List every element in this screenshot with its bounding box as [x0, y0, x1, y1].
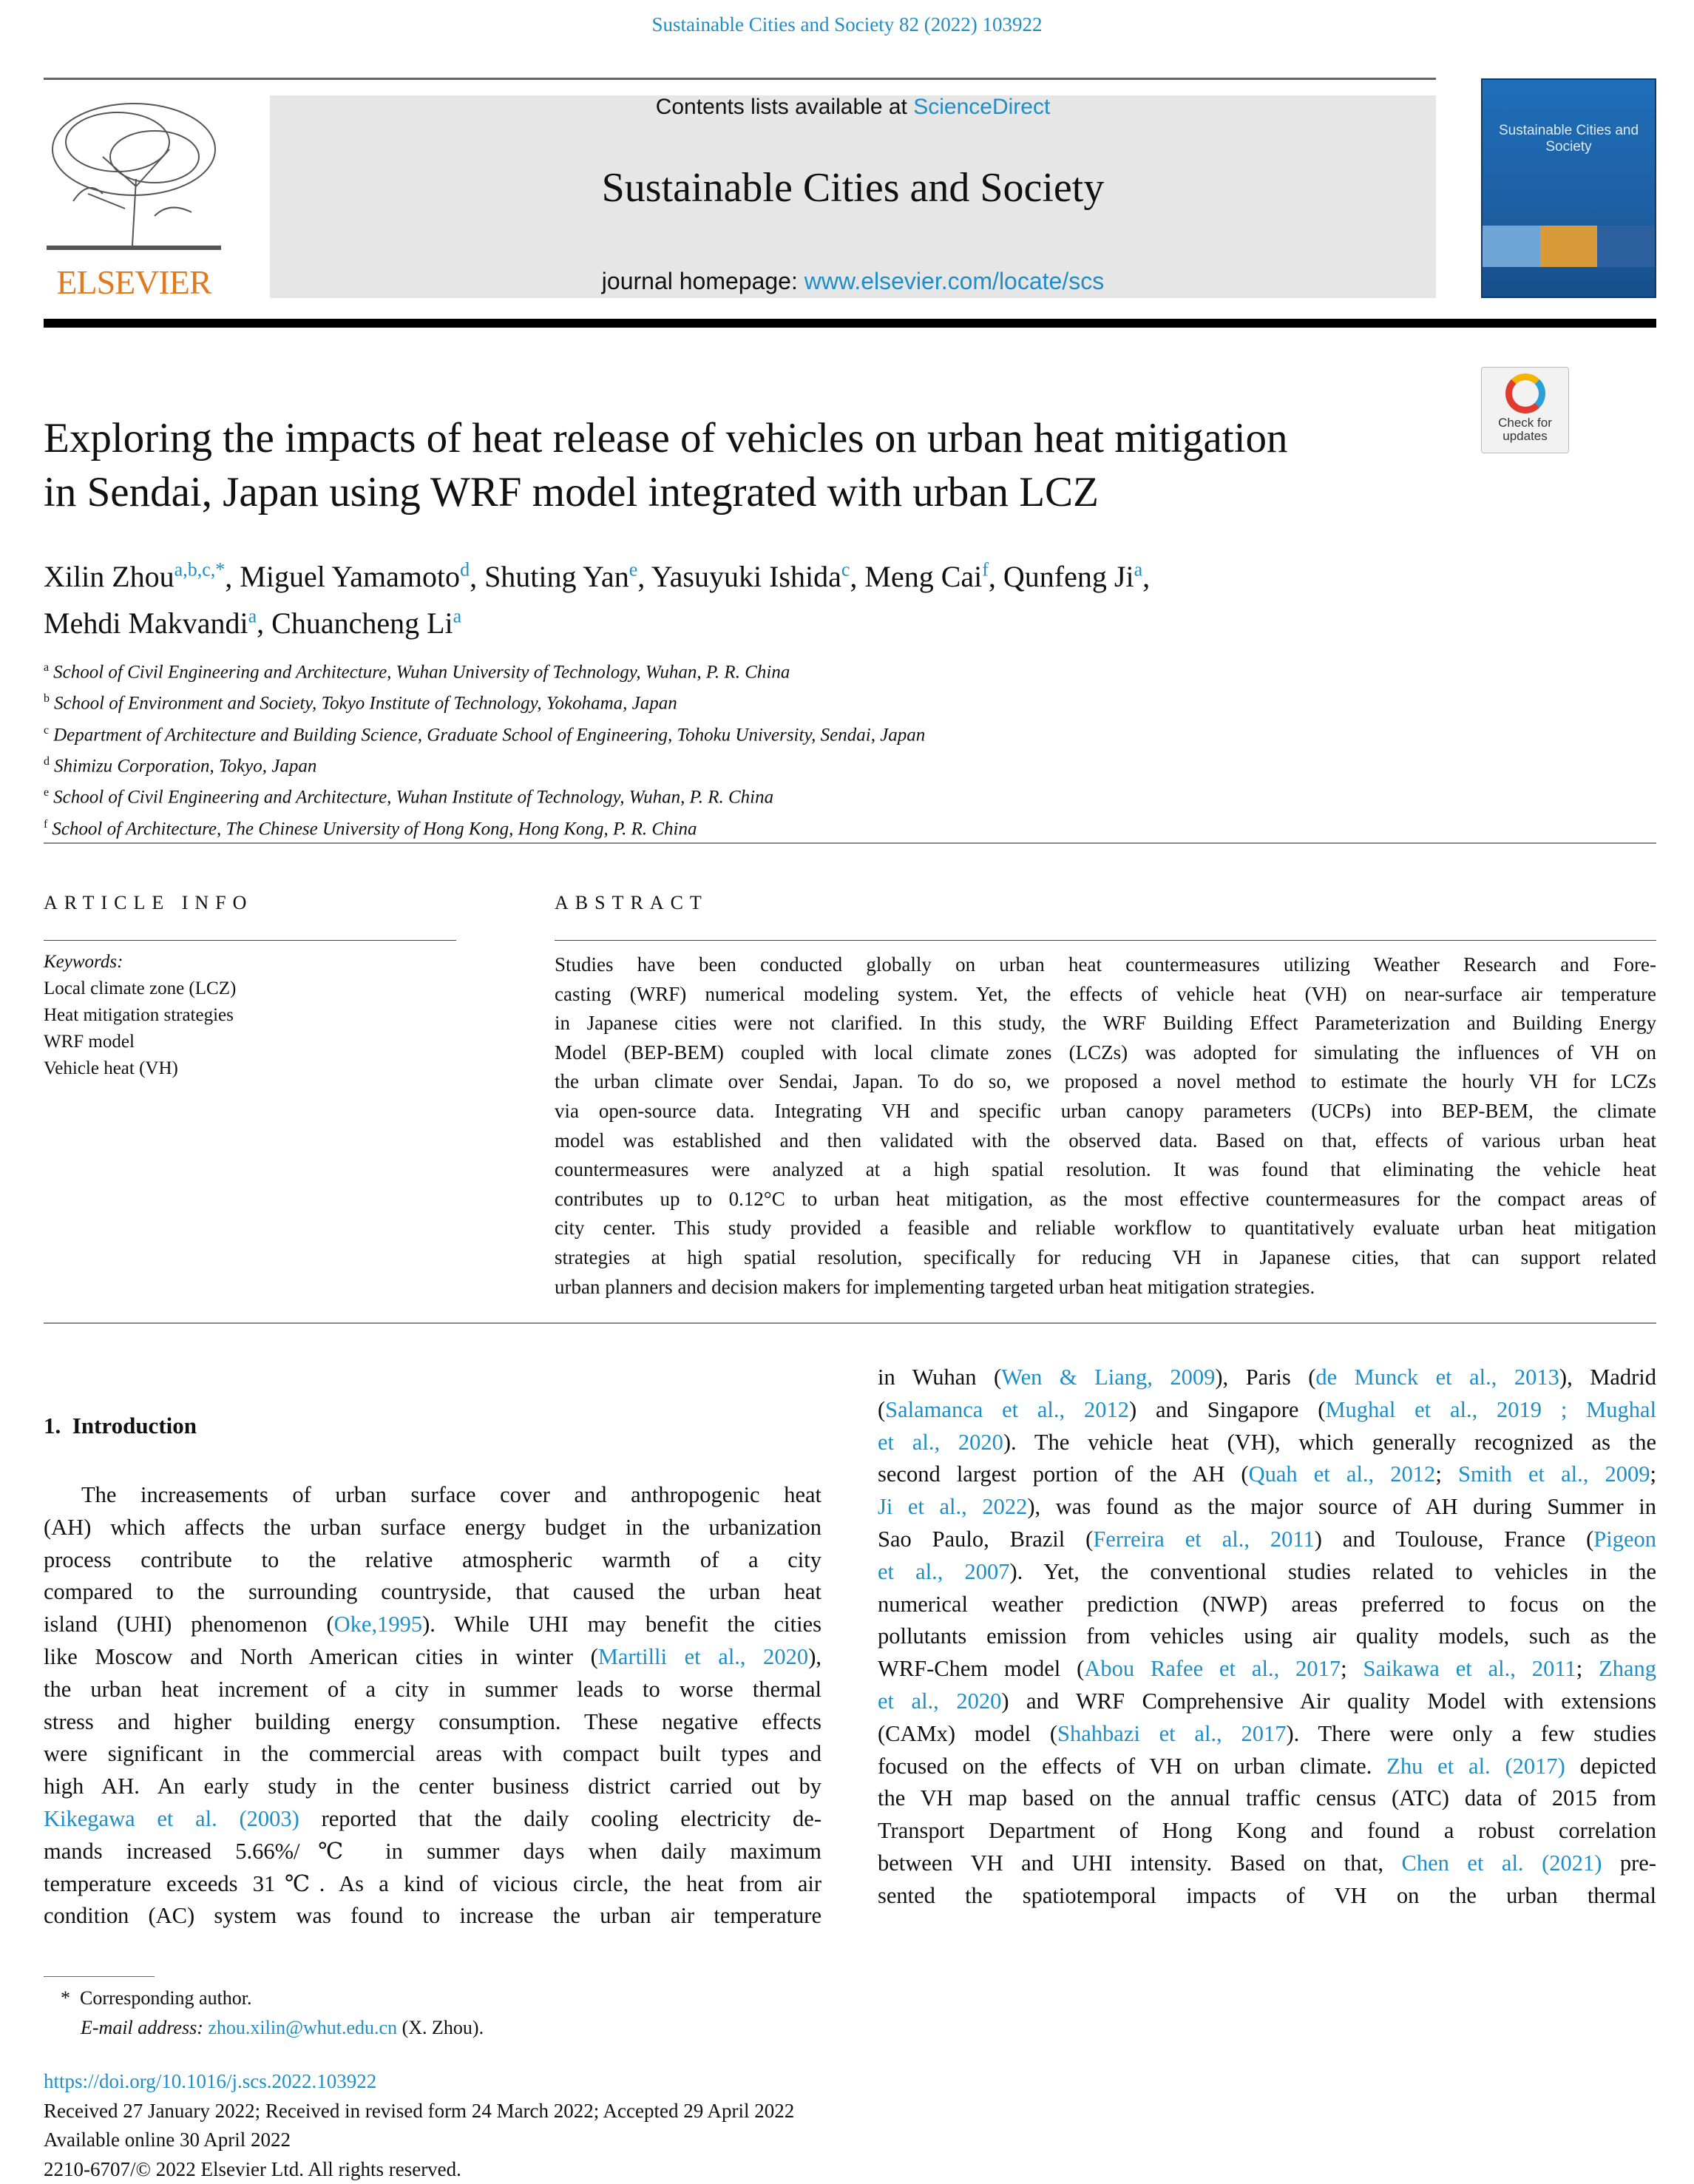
- journal-title: Sustainable Cities and Society: [270, 164, 1436, 212]
- author-name[interactable]: Mehdi Makvandi: [44, 606, 248, 640]
- header-thick-rule: [44, 319, 1656, 328]
- author[interactable]: [651, 560, 850, 593]
- citation-link[interactable]: et al., 2007: [878, 1559, 1010, 1584]
- article-footer: [44, 2067, 794, 2184]
- text-segment: focused on the effects of VH on urban climate.: [878, 1754, 1386, 1779]
- text-line: [44, 1479, 821, 1512]
- text-segment: reported that the daily cooling electricity de-: [299, 1806, 821, 1831]
- text-segment: island (UHI) phenomenon (: [44, 1612, 334, 1637]
- text-segment: high AH. An early study in the center business district carried out by: [44, 1774, 821, 1799]
- text-segment: ), was found as the major source of AH during Summer in: [1027, 1494, 1656, 1519]
- journal-reference[interactable]: [0, 13, 1694, 36]
- introduction-heading: 1. Introduction: [44, 1413, 197, 1439]
- affiliation: [44, 748, 1449, 780]
- citation-link[interactable]: Abou Rafee et al., 2017: [1084, 1656, 1341, 1681]
- intro-left-column: [44, 1479, 821, 1933]
- keyword: Vehicle heat (VH): [44, 1055, 458, 1082]
- text-line: [44, 1706, 821, 1739]
- text-segment: The increasements of urban surface cover and anthropogenic heat: [81, 1482, 821, 1507]
- text-segment: like Moscow and North American cities in winter (: [44, 1644, 598, 1669]
- affiliation: [44, 811, 1449, 842]
- text-segment: ), Paris (: [1215, 1365, 1315, 1390]
- received-dates: Received 27 January 2022; Received in revised form 24 March 2022; Accepted 29 April 2022: [44, 2097, 794, 2126]
- intro-right-column: [878, 1362, 1656, 1913]
- footnote-rule: [44, 1976, 155, 1977]
- abstract-rule: [555, 940, 1656, 941]
- text-segment: ). Yet, the conventional studies related to vehicles in the: [1010, 1559, 1656, 1584]
- text-segment: Sao Paulo, Brazil (: [878, 1527, 1093, 1552]
- text-line: [44, 1512, 821, 1544]
- text-segment: sented the spatiotemporal impacts of VH on the urban thermal: [878, 1883, 1656, 1908]
- text-line: [44, 1836, 821, 1868]
- corresponding-author: Corresponding author.: [80, 1987, 252, 2009]
- citation-link[interactable]: Saikawa et al., 2011: [1363, 1656, 1576, 1681]
- text-line: [878, 1653, 1656, 1686]
- text-line: [878, 1620, 1656, 1653]
- affiliation-text: Shimizu Corporation, Tokyo, Japan: [54, 756, 316, 776]
- citation-link[interactable]: Ji et al., 2022: [878, 1494, 1027, 1519]
- author[interactable]: [271, 606, 461, 640]
- abstract-line: casting (WRF) numerical modeling system. Yet, the effects of vehicle heat (VH) on near-surface air temperature: [555, 980, 1656, 1010]
- citation-link[interactable]: Oke,1995: [334, 1612, 422, 1637]
- author-name[interactable]: Meng Cai: [864, 560, 982, 593]
- affiliation-text: School of Architecture, The Chinese University of Hong Kong, Hong Kong, P. R. China: [52, 819, 697, 839]
- citation-link[interactable]: Chen et al. (2021): [1402, 1850, 1602, 1876]
- text-line: [878, 1427, 1656, 1459]
- available-online: Available online 30 April 2022: [44, 2126, 794, 2155]
- text-line: [44, 1868, 821, 1901]
- text-line: [878, 1751, 1656, 1783]
- text-segment: (: [878, 1397, 885, 1422]
- citation-link[interactable]: Zhang: [1599, 1656, 1656, 1681]
- text-segment: numerical weather prediction (NWP) areas preferred to focus on the: [878, 1592, 1656, 1617]
- abstract-line: city center. This study provided a feasible and reliable workflow to quantitatively evaluate urban heat mitigation: [555, 1214, 1656, 1243]
- text-segment: ;: [1650, 1461, 1656, 1487]
- affiliation-text: Department of Architecture and Building Science, Graduate School of Engineering, Tohoku University, Sendai, Japan: [53, 725, 925, 745]
- text-line: [878, 1880, 1656, 1913]
- text-segment: depicted: [1565, 1754, 1656, 1779]
- text-line: [878, 1589, 1656, 1621]
- elsevier-tree-icon: [44, 98, 224, 253]
- text-line: [44, 1609, 821, 1641]
- text-line: [878, 1458, 1656, 1491]
- author-name[interactable]: Yasuyuki Ishida: [651, 560, 841, 593]
- author-separator: ,: [850, 560, 864, 593]
- abstract-line: in Japanese cities were not clarified. In this study, the WRF Building Effect Parameterization and Building Energy: [555, 1009, 1656, 1038]
- abstract-line: urban planners and decision makers for implementing targeted urban heat mitigation strategies.: [555, 1273, 1656, 1302]
- title-line: in Sendai, Japan using WRF model integrated with urban LCZ: [44, 465, 1478, 519]
- author-line: [44, 550, 1478, 596]
- doi-link[interactable]: https://doi.org/10.1016/j.scs.2022.103922: [44, 2070, 376, 2092]
- text-line: [878, 1394, 1656, 1427]
- affiliation-key: e: [44, 786, 49, 799]
- author-affiliation-marker[interactable]: a,b,c,*: [175, 559, 226, 581]
- text-line: [878, 1718, 1656, 1751]
- text-segment: ). While UHI may benefit the cities: [422, 1612, 821, 1637]
- text-segment: mands increased 5.66%/℃ in summer days when daily maximum: [44, 1839, 821, 1864]
- abstract-line: countermeasures were analyzed at a high spatial resolution. It was found that eliminating the vehicle heat: [555, 1155, 1656, 1185]
- author[interactable]: [1003, 560, 1142, 593]
- author[interactable]: [484, 560, 637, 593]
- abstract-line: contributes up to 0.12°C to urban heat mitigation, as the most effective countermeasures for the compact areas of: [555, 1185, 1656, 1214]
- text-line: [878, 1815, 1656, 1847]
- journal-cover[interactable]: [1481, 78, 1656, 298]
- text-line: [878, 1847, 1656, 1880]
- author-name[interactable]: Shuting Yan: [484, 560, 629, 593]
- text-segment: stress and higher building energy consumption. These negative effects: [44, 1709, 821, 1734]
- text-line: [878, 1524, 1656, 1556]
- affiliation-text: School of Civil Engineering and Architecture, Wuhan Institute of Technology, Wuhan, P. R. China: [53, 788, 773, 808]
- text-segment: condition (AC) system was found to increase the urban air temperature: [44, 1903, 821, 1928]
- citation-link[interactable]: de Munck et al., 2013: [1315, 1365, 1559, 1390]
- text-line: [44, 1803, 821, 1836]
- author-name[interactable]: Miguel Yamamoto: [240, 560, 460, 593]
- citation-link[interactable]: Wen & Liang, 2009: [1001, 1365, 1215, 1390]
- text-line: [44, 1771, 821, 1803]
- journal-reference-link[interactable]: Sustainable Cities and Society 82 (2022) 103922: [652, 13, 1043, 36]
- abstract-line: via open-source data. Integrating VH and specific urban canopy parameters (UCPs) into BEP-BEM, the climate: [555, 1097, 1656, 1126]
- text-line: [44, 1738, 821, 1771]
- author-line: [44, 596, 1478, 642]
- author-name[interactable]: Qunfeng Ji: [1003, 560, 1134, 593]
- text-segment: ) and Toulouse, France (: [1315, 1527, 1594, 1552]
- keyword: WRF model: [44, 1029, 458, 1055]
- text-segment: ;: [1341, 1656, 1363, 1681]
- article-title: [44, 411, 1478, 519]
- affiliation-key: a: [44, 661, 49, 674]
- affiliations: [44, 655, 1449, 842]
- affiliation-text: School of Civil Engineering and Architecture, Wuhan University of Technology, Wuhan, P. R. China: [53, 662, 790, 682]
- homepage-prefix: journal homepage:: [602, 268, 804, 294]
- elsevier-wordmark: ELSEVIER: [44, 263, 224, 302]
- homepage-line: [270, 268, 1436, 295]
- abstract-line: Studies have been conducted globally on urban heat countermeasures utilizing Weather Research and Fore-: [555, 950, 1656, 980]
- abstract-line: strategies at high spatial resolution, specifically for reducing VH in Japanese cities, that can support related: [555, 1243, 1656, 1273]
- author[interactable]: [864, 560, 989, 593]
- text-line: [878, 1782, 1656, 1815]
- affiliation-key: d: [44, 755, 50, 768]
- author-affiliation-marker[interactable]: a: [1134, 559, 1143, 581]
- author-name[interactable]: Chuancheng Li: [271, 606, 453, 640]
- text-line: [878, 1686, 1656, 1718]
- text-segment: WRF-Chem model (: [878, 1656, 1084, 1681]
- citation-link[interactable]: Pigeon: [1593, 1527, 1656, 1552]
- check-updates-icon: [1505, 373, 1545, 413]
- text-segment: compared to the surrounding countryside, that caused the urban heat: [44, 1579, 821, 1604]
- keyword: Heat mitigation strategies: [44, 1002, 458, 1029]
- author-separator: ,: [225, 560, 240, 593]
- text-line: [878, 1491, 1656, 1524]
- author-separator: ,: [989, 560, 1003, 593]
- article-info-heading: ARTICLE INFO: [44, 892, 253, 914]
- author-affiliation-marker[interactable]: a: [453, 605, 462, 626]
- citation-link[interactable]: Mughal et al., 2019 ; Mughal: [1325, 1397, 1656, 1422]
- citation-link[interactable]: Zhu et al. (2017): [1386, 1754, 1565, 1779]
- text-segment: pre-: [1602, 1850, 1656, 1876]
- email-link[interactable]: zhou.xilin@whut.edu.cn: [208, 2017, 397, 2038]
- citation-link[interactable]: Shahbazi et al., 2017: [1057, 1721, 1286, 1746]
- footnote-marker: *: [61, 1987, 70, 2009]
- homepage-link[interactable]: www.elsevier.com/locate/scs: [804, 268, 1104, 294]
- text-segment: the VH map based on the annual traffic census (ATC) data of 2015 from: [878, 1785, 1656, 1811]
- text-line: [44, 1674, 821, 1706]
- keywords: [44, 949, 458, 1082]
- affiliation-key: f: [44, 818, 47, 831]
- author-list: [44, 550, 1478, 643]
- text-segment: ;: [1435, 1461, 1458, 1487]
- top-rule: [44, 78, 1436, 80]
- affiliation: [44, 780, 1449, 811]
- text-segment: ) and WRF Comprehensive Air quality Model with extensions: [1001, 1688, 1656, 1714]
- sciencedirect-link[interactable]: ScienceDirect: [913, 95, 1050, 119]
- author-separator: ,: [257, 606, 271, 640]
- elsevier-logo[interactable]: [44, 98, 224, 302]
- text-segment: ). There were only a few studies: [1286, 1721, 1656, 1746]
- citation-link[interactable]: et al., 2020: [878, 1430, 1003, 1455]
- text-segment: between VH and UHI intensity. Based on that,: [878, 1850, 1402, 1876]
- affiliation: [44, 686, 1449, 717]
- affiliation: [44, 717, 1449, 748]
- text-line: [44, 1900, 821, 1933]
- author-affiliation-marker[interactable]: e: [629, 559, 638, 581]
- citation-link[interactable]: Quah et al., 2012: [1249, 1461, 1436, 1487]
- text-segment: (CAMx) model (: [878, 1721, 1057, 1746]
- text-line: [878, 1362, 1656, 1394]
- author[interactable]: [44, 606, 257, 640]
- abstract-body: [555, 950, 1656, 1302]
- abstract-line: model was established and then validated with the observed data. Based on that, effects of various urban heat: [555, 1126, 1656, 1156]
- abstract-bottom-rule: [44, 1322, 1656, 1324]
- citation-link[interactable]: Kikegawa et al. (2003): [44, 1806, 299, 1831]
- author-separator: ,: [637, 560, 651, 593]
- text-segment: Transport Department of Hong Kong and found a robust correlation: [878, 1818, 1656, 1843]
- cover-image-strip: [1483, 226, 1655, 267]
- text-line: [878, 1556, 1656, 1589]
- title-line: Exploring the impacts of heat release of vehicles on urban heat mitigation: [44, 411, 1478, 465]
- text-segment: (AH) which affects the urban surface energy budget in the urbanization: [44, 1515, 821, 1540]
- contents-prefix: Contents lists available at: [656, 95, 914, 119]
- affiliations-rule: [44, 842, 1656, 844]
- text-segment: in Wuhan (: [878, 1365, 1001, 1390]
- text-line: [44, 1576, 821, 1609]
- text-segment: ;: [1576, 1656, 1599, 1681]
- text-line: [44, 1641, 821, 1674]
- keywords-label: Keywords:: [44, 949, 458, 976]
- author-separator: ,: [1142, 560, 1150, 593]
- citation-link[interactable]: Martilli et al., 2020: [598, 1644, 808, 1669]
- check-for-updates-button[interactable]: [1481, 367, 1569, 453]
- affiliation-key: b: [44, 692, 50, 705]
- email-suffix: (X. Zhou).: [397, 2017, 484, 2038]
- text-segment: ) and Singapore (: [1129, 1397, 1325, 1422]
- text-segment: the urban heat increment of a city in summer leads to worse thermal: [44, 1677, 821, 1702]
- article-info-rule: [44, 940, 456, 941]
- author[interactable]: [240, 560, 470, 593]
- text-line: [44, 1544, 821, 1577]
- contents-line: [270, 95, 1436, 120]
- abstract-line: Model (BEP-BEM) coupled with local climate zones (LCZs) was adopted for simulating the influences of VH on: [555, 1038, 1656, 1068]
- text-segment: ). The vehicle heat (VH), which generally recognized as the: [1003, 1430, 1656, 1455]
- author[interactable]: [44, 560, 225, 593]
- abstract-line: the urban climate over Sendai, Japan. To do so, we proposed a novel method to estimate the hourly VH for LCZs: [555, 1067, 1656, 1097]
- affiliation-text: School of Environment and Society, Tokyo Institute of Technology, Yokohama, Japan: [54, 694, 677, 714]
- cover-title: Sustainable Cities and Society: [1483, 123, 1655, 155]
- author-name[interactable]: Xilin Zhou: [44, 560, 175, 593]
- author-affiliation-marker[interactable]: a: [248, 605, 257, 626]
- affiliation: [44, 655, 1449, 686]
- text-segment: ),: [808, 1644, 821, 1669]
- keyword: Local climate zone (LCZ): [44, 976, 458, 1002]
- citation-link[interactable]: Smith et al., 2009: [1458, 1461, 1650, 1487]
- author-affiliation-marker[interactable]: c: [841, 559, 850, 581]
- affiliation-key: c: [44, 724, 49, 737]
- text-segment: temperature exceeds 31℃. As a kind of vicious circle, the heat from air: [44, 1871, 821, 1896]
- author-affiliation-marker[interactable]: d: [460, 559, 470, 581]
- citation-link[interactable]: et al., 2020: [878, 1688, 1001, 1714]
- email-label: E-mail address:: [81, 2017, 208, 2038]
- check-updates-label: Check for updates: [1482, 416, 1568, 443]
- text-segment: ), Madrid: [1559, 1365, 1656, 1390]
- footnote: [61, 1984, 484, 2043]
- text-segment: were significant in the commercial areas with compact built types and: [44, 1741, 821, 1766]
- copyright: 2210-6707/© 2022 Elsevier Ltd. All rights reserved.: [44, 2155, 794, 2184]
- citation-link[interactable]: Salamanca et al., 2012: [885, 1397, 1129, 1422]
- author-affiliation-marker[interactable]: f: [982, 559, 989, 581]
- author-separator: ,: [470, 560, 484, 593]
- text-segment: pollutants emission from vehicles using air quality models, such as the: [878, 1623, 1656, 1649]
- citation-link[interactable]: Ferreira et al., 2011: [1093, 1527, 1314, 1552]
- text-segment: second largest portion of the AH (: [878, 1461, 1249, 1487]
- abstract-heading: ABSTRACT: [555, 892, 708, 914]
- text-segment: process contribute to the relative atmospheric warmth of a city: [44, 1547, 821, 1572]
